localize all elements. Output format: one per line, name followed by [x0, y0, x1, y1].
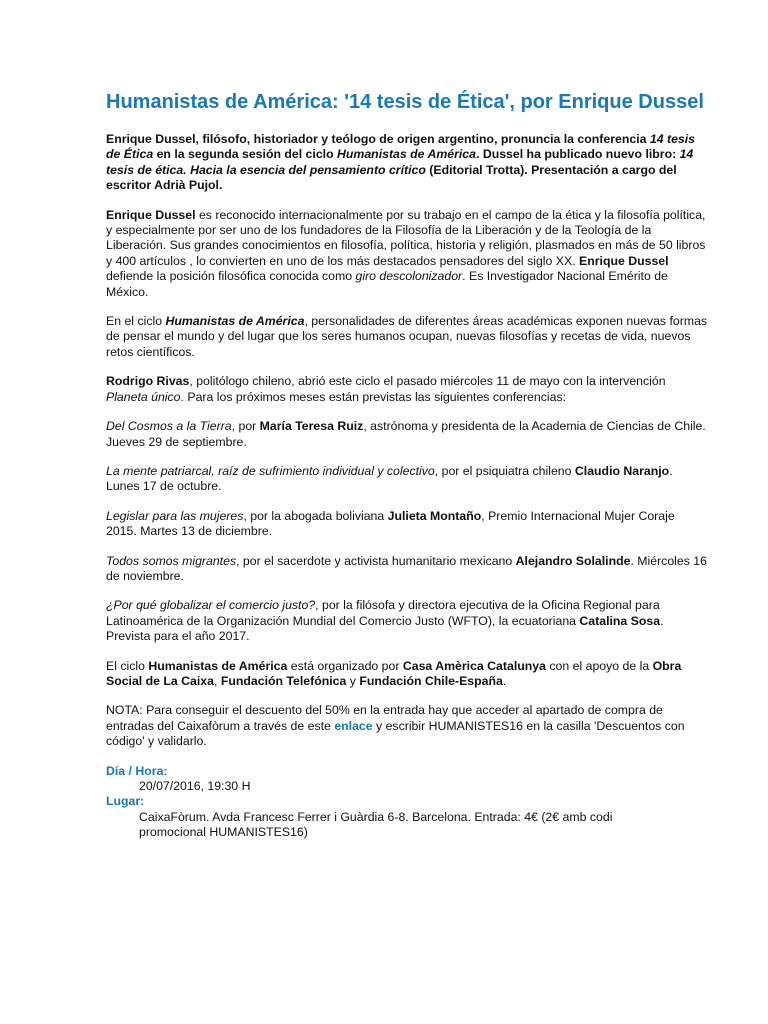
- talk-speaker: Claudio Naranjo: [574, 463, 670, 478]
- organizer-paragraph: [106, 659, 708, 690]
- talk-speaker: Alejandro Solalinde: [515, 553, 631, 568]
- cycle-name: Humanistas de América: [165, 314, 305, 329]
- cycle-paragraph: [106, 314, 708, 360]
- article-title: Humanistas de América: '14 tesis de Ética', por Enrique Dussel: [106, 91, 704, 113]
- talk-item: [106, 509, 708, 540]
- intro-text: . Dussel ha publicado nuevo libro:: [475, 147, 680, 162]
- ticket-discount-link[interactable]: enlace: [334, 718, 373, 733]
- sponsor-name: Fundación Telefónica: [220, 673, 347, 688]
- intro-text: en la segunda sesión del ciclo: [153, 147, 338, 162]
- sponsor-name: Obra Social de La Caixa: [106, 658, 682, 688]
- intro-text: Enrique Dussel, filósofo, historiador y teólogo de origen argentino, pronuncia la conferencia: [106, 132, 650, 146]
- talk-text: . Miércoles 16 de noviembre.: [106, 553, 707, 583]
- date-time-label: Día / Hora:: [106, 763, 168, 778]
- cycle-text: En el ciclo: [106, 314, 166, 329]
- organizer-text: está organizado por: [287, 658, 403, 673]
- organizer-text: y: [346, 673, 360, 688]
- intro-paragraph: [106, 132, 708, 194]
- talk-topic: Todos somos migrantes: [106, 553, 237, 568]
- bio-name: Enrique Dussel: [579, 253, 669, 268]
- talk-text: , por el psiquiatra chileno: [434, 463, 575, 478]
- bio-text: es reconocido internacionalmente por su trabajo en el campo de la ética y la filosofía política, y especialmente por ser uno de los fundadores de la Filosofía de la Liberación y de la Teología de la Liberación. Sus grandes conocimientos en filosofía, política, historia y religión, plasmados en más de 50 libros y 400 artículos , lo convierten en uno de los más destacados pensadores del siglo XX.: [106, 207, 706, 268]
- organizer-cycle-name: Humanistas de América: [148, 658, 288, 673]
- bio-concept: giro descolonizador: [355, 269, 463, 284]
- organizer-text: El ciclo: [106, 658, 149, 673]
- bio-paragraph: [106, 208, 708, 300]
- cycle-text: , personalidades de diferentes áreas académicas exponen nuevas formas de pensar el mundo y del lugar que los seres humanos ocupan, nuevas filosofías y recetas de vida, nuevos retos científicos.: [106, 314, 708, 359]
- talk-topic: La mente patriarcal, raíz de sufrimiento individual y colectivo: [106, 463, 435, 478]
- talk-text: , por el sacerdote y activista humanitario mexicano: [236, 553, 516, 568]
- intro-talk-title: 14 tesis de Ética: [106, 132, 695, 162]
- talk-speaker: Catalina Sosa: [579, 613, 661, 628]
- note-text: y escribir HUMANISTES16 en la casilla 'Descuentos con código' y validarlo.: [106, 718, 685, 749]
- talk-topic: Legislar para las mujeres: [106, 508, 244, 523]
- event-details: [106, 764, 708, 841]
- venue-value: CaixaFòrum. Avda Francesc Ferrer i Guàrdia 6-8. Barcelona. Entrada: 4€ (2€ amb codi promocional HUMANISTES16): [139, 809, 613, 840]
- opening-speaker: Rodrigo Rivas: [106, 374, 190, 389]
- bio-text: defiende la posición filosófica conocida como: [106, 269, 356, 284]
- talk-text: , por: [231, 419, 260, 434]
- opening-talk-title: Planeta único: [106, 389, 181, 404]
- talk-item: [106, 554, 708, 585]
- opening-text: , politólogo chileno, abrió este ciclo el pasado miércoles 11 de mayo con la intervención: [189, 374, 666, 389]
- talk-speaker: María Teresa Ruiz: [259, 419, 364, 434]
- talk-text: . Lunes 17 de octubre.: [106, 463, 673, 494]
- talk-topic: ¿Por qué globalizar el comercio justo?: [106, 598, 316, 613]
- talk-speaker: Julieta Montaño: [387, 508, 482, 523]
- talk-topic: Del Cosmos a la Tierra: [106, 419, 232, 434]
- bio-text: . Es Investigador Nacional Emérito de México.: [106, 269, 668, 299]
- talk-item: [106, 419, 708, 450]
- intro-book-title: 14 tesis de ética. Hacia la esencia del pensamiento crítico: [106, 147, 694, 177]
- venue-label: Lugar:: [106, 794, 145, 809]
- talk-text: , astrónoma y presidenta de la Academia de Ciencias de Chile. Jueves 29 de septiembre.: [106, 419, 706, 449]
- bio-name: Enrique Dussel: [106, 207, 196, 222]
- talk-text: , Premio Internacional Mujer Coraje 2015. Martes 13 de diciembre.: [106, 508, 675, 539]
- note-text: NOTA: Para conseguir el descuento del 50% en la entrada hay que acceder al apartado de compra de entradas del Caixafòrum a través de este: [106, 703, 663, 733]
- note-paragraph: [106, 703, 708, 749]
- organizer-text: con el apoyo de la: [545, 658, 653, 673]
- organizer-text: .: [502, 673, 507, 688]
- intro-cycle-name: Humanistas de América: [337, 147, 476, 162]
- organizer-name: Casa Amèrica Catalunya: [402, 658, 546, 673]
- intro-text: (Editorial Trotta). Presentación a cargo del escritor Adrià Pujol.: [106, 162, 677, 193]
- talk-item: [106, 464, 708, 495]
- organizer-text: ,: [214, 673, 221, 688]
- talk-text: , por la abogada boliviana: [243, 508, 388, 523]
- date-time-value: 20/07/2016, 19:30 H: [139, 779, 251, 793]
- talk-item: [106, 598, 708, 644]
- talk-text: . Prevista para el año 2017.: [106, 613, 664, 644]
- opening-paragraph: [106, 374, 708, 405]
- talk-text: , por la filósofa y directora ejecutiva de la Oficina Regional para Latinoamérica de la Organización Mundial del Comercio Justo (WFTO), la ecuatoriana: [106, 598, 660, 628]
- opening-text: . Para los próximos meses están previstas las siguientes conferencias:: [180, 389, 567, 404]
- sponsor-name: Fundación Chile-España: [359, 673, 503, 688]
